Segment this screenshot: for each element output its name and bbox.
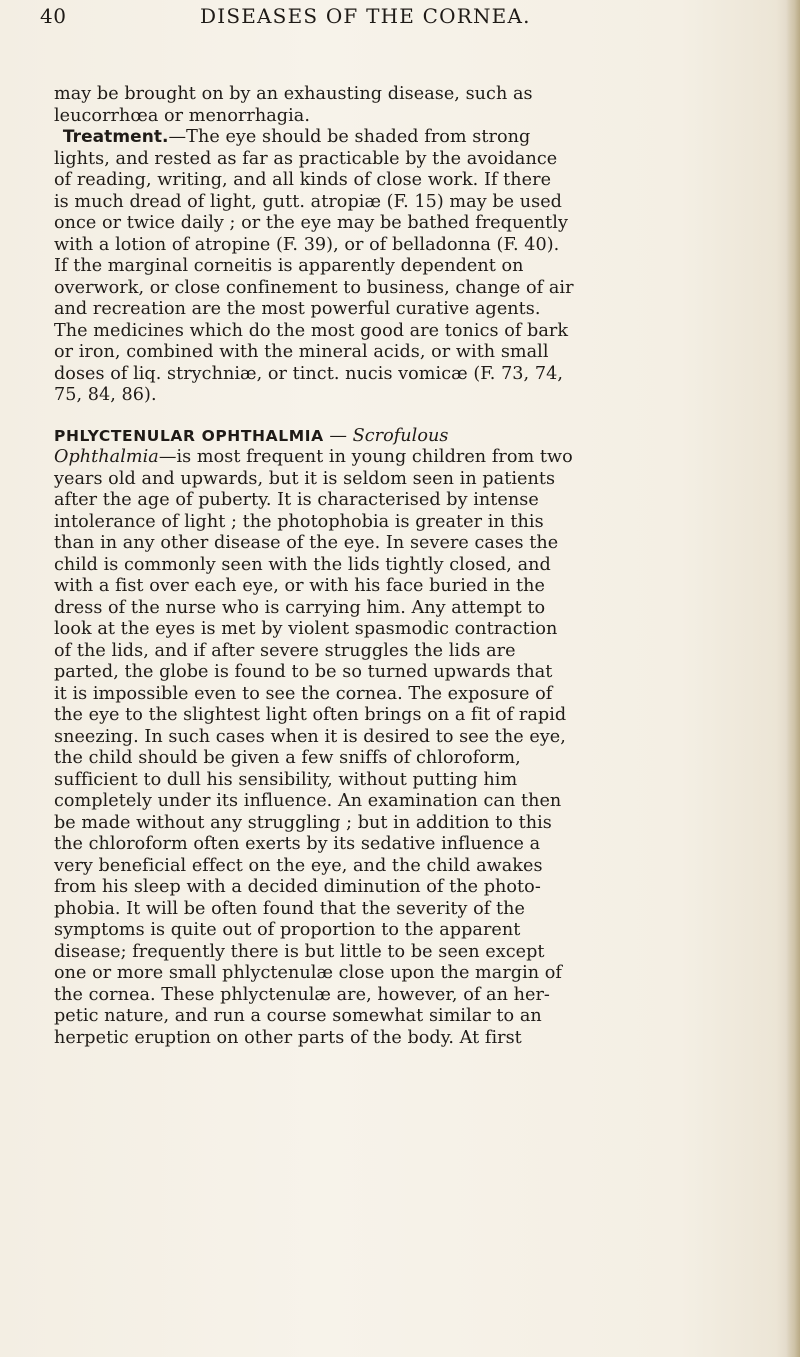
text-fragment: —is most frequent in young children from two [158,447,573,467]
body-text [54,84,744,1049]
phlyctenular-paragraph [54,469,744,1050]
treatment-paragraph [54,149,744,407]
text-fragment: —The eye should be shaded from strong [168,127,531,147]
text-line: years old and upwards, but it is seldom seen in patients [54,468,556,489]
text-line: If the marginal corneitis is apparently dependent on [54,256,524,276]
text-line: very beneficial effect on the eye, and the child awakes [54,855,543,876]
text-line: be made without any struggling ; but in addition to this [54,812,552,833]
text-line: with a fist over each eye, or with his face buried in the [54,576,545,596]
text-line: with a lotion of atropine (F. 39), or of belladonna (F. 40). [54,234,560,255]
text-line: one or more small phlyctenulæ close upon the margin of [54,963,562,983]
text-line: sufficient to dull his sensibility, without putting him [54,769,518,790]
text-line: sneezing. In such cases when it is desired to see the eye, [54,726,566,747]
text-line: phobia. It will be often found that the severity of the [54,898,525,919]
text-line: leucorrhœa or menorrhagia. [54,105,310,126]
running-title: DISEASES OF THE CORNEA. [200,4,531,28]
phlyctenular-heading: PHLYCTENULAR OPHTHALMIA [54,426,324,445]
phlyctenular-first-line [54,426,744,448]
text-line: than in any other disease of the eye. In severe cases the [54,533,559,553]
text-line: is much dread of light, gutt. atropiæ (F. 15) may be used [54,191,562,212]
text-line: herpetic eruption on other parts of the body. At first [54,1027,522,1048]
text-line: once or twice daily ; or the eye may be bathed frequently [54,213,568,233]
text-line: and recreation are the most powerful curative agents. [54,299,541,319]
phlyctenular-second-line [54,447,744,469]
text-line: after the age of puberty. It is characterised by intense [54,490,539,510]
text-line: symptoms is quite out of proportion to the apparent [54,920,521,940]
text-line: petic nature, and run a course somewhat similar to an [54,1006,542,1026]
text-line: or iron, combined with the mineral acids, or with small [54,342,549,362]
text-line: doses of liq. strychniæ, or tinct. nucis vomicæ (F. 73, 74, [54,363,563,384]
italic-term: Scrofulous [352,425,449,446]
text-line: it is impossible even to see the cornea. The exposure of [54,683,553,704]
text-line: disease; frequently there is but little to be seen except [54,941,545,962]
text-line: of reading, writing, and all kinds of close work. If there [54,170,552,190]
text-line: overwork, or close confinement to business, change of air [54,277,574,298]
text-line: The medicines which do the most good are tonics of bark [54,320,569,341]
text-line: look at the eyes is met by violent spasmodic contraction [54,619,558,639]
treatment-first-line [54,127,744,149]
text-line: parted, the globe is found to be so turned upwards that [54,662,553,682]
text-line: 75, 84, 86). [54,385,157,405]
text-line: dress of the nurse who is carrying him. Any attempt to [54,597,546,618]
text-line: intolerance of light ; the photophobia is greater in this [54,511,544,532]
text-line: may be brought on by an exhausting disease, such as [54,84,533,104]
text-line: completely under its influence. An examination can then [54,791,562,811]
text-line: the cornea. These phlyctenulæ are, however, of an her- [54,984,550,1005]
text-line: of the lids, and if after severe struggles the lids are [54,640,516,661]
text-line: from his sleep with a decided diminution of the photo- [54,877,541,897]
text-line: lights, and rested as far as practicable by the avoidance [54,148,558,169]
page-number: 40 [40,4,67,28]
text-line: the chloroform often exerts by its sedative influence a [54,834,541,854]
text-fragment: — [323,425,353,446]
italic-term: Ophthalmia [54,447,159,467]
text-line: child is commonly seen with the lids tightly closed, and [54,554,551,575]
text-line: the eye to the slightest light often brings on a fit of rapid [54,705,567,725]
page-edge [786,0,800,1357]
text-line: the child should be given a few sniffs of chloroform, [54,748,521,768]
page-header [40,4,740,44]
treatment-heading: Treatment. [62,127,169,147]
